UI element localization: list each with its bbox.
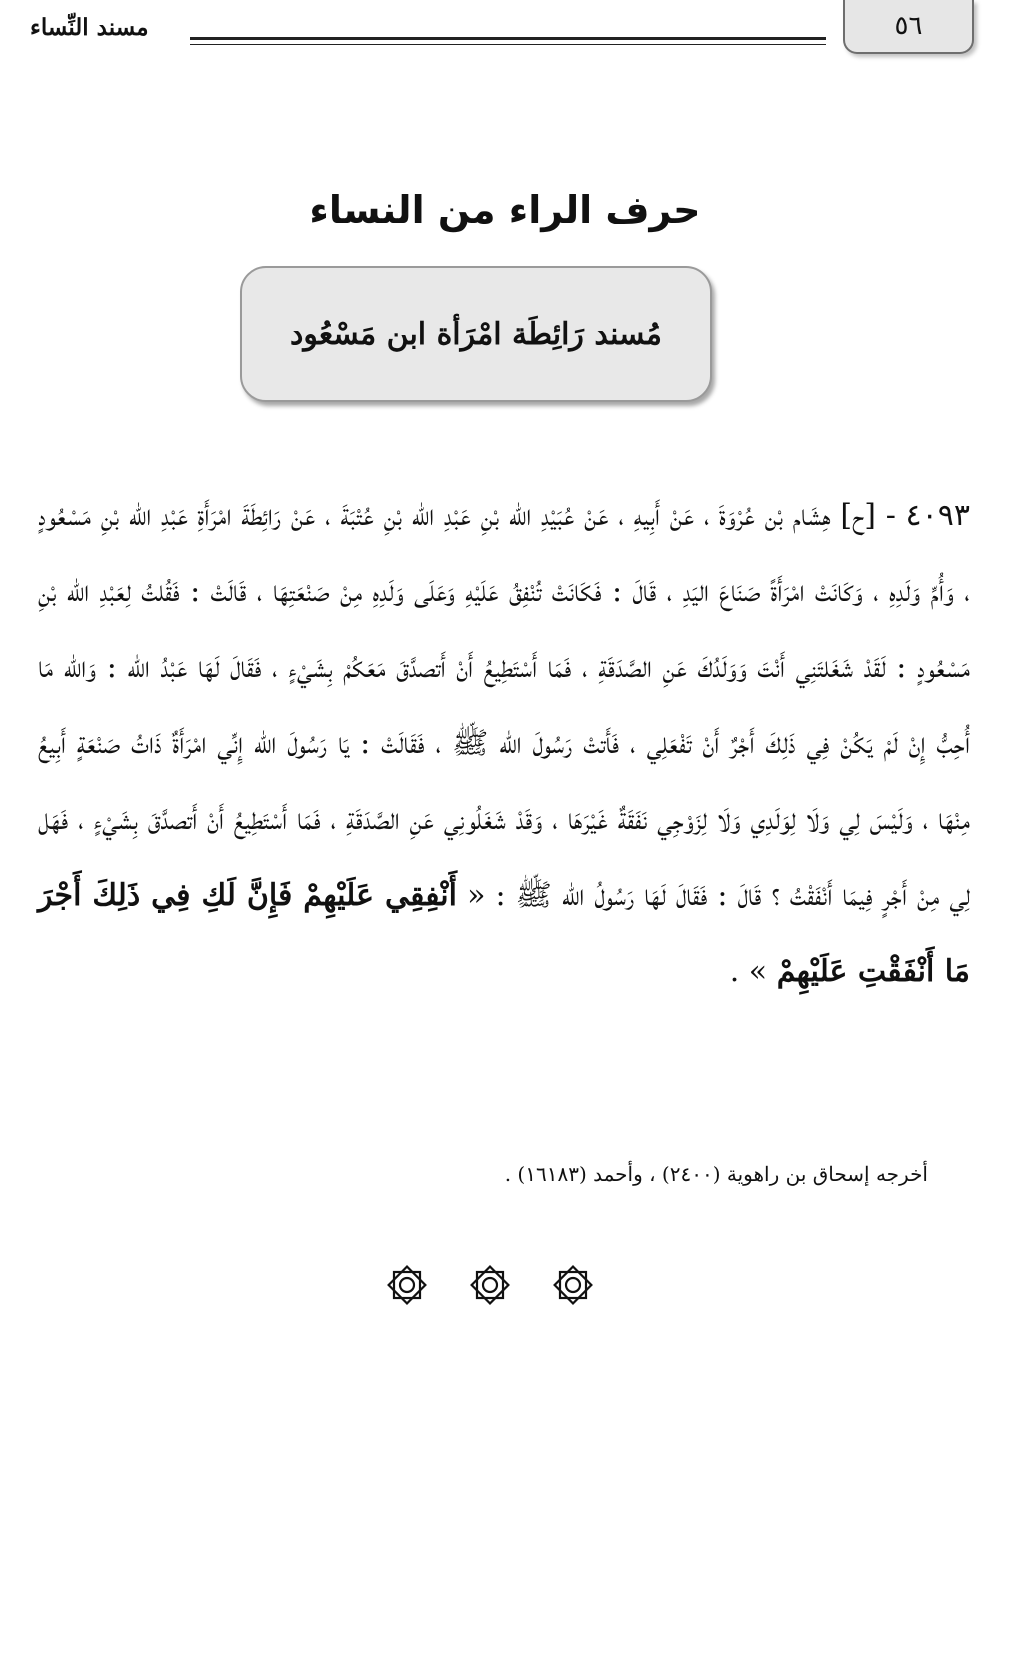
hadith-text: ٤٠٩٣ - [ح] هِشَام بْن عُرْوَةَ ، عَنْ أَبِيهِ ، عَنْ عُبَيْدِ الله بْنِ عَبْدِ الله بْنِ عُتْبَةَ ، عَنْ رَائِطَةَ امْرَأَةِ عَبْدِ الله بْنِ مَسْعُودٍ ، وَأُمِّ وَلَدِهِ ، وَكَانَتْ امْرَأَةً صَنَاعَ اليَدِ ، قَالَ : فَكَانَتْ تُنْفِقُ عَلَيْهِ وَعَلَى وَلَدِهِ مِنْ صَنْعَتِهَا ، قَالَتْ : فَقُلتُ لِعَبْدِ الله بْنِ مَسْعُودٍ : لَقَدْ شَغَلتَنِي أَنْتَ وَوَلَدُكَ عَنِ الصَّدَقَةِ ، فَمَا أَسْتَطِيعُ أَنْ أَتصدَّقَ مَعَكُمْ بِشَيْءٍ ، فَقَالَ لَهَا عَبْدُ الله : وَالله مَا أُحِبُّ إِنْ لَمْ يَكُنْ فِي ذَلِكَ أَجْرٌ أَنْ تَفْعَلِي ، فَأَتتْ رَسُولَ الله ﷺ ، فَقَالَتْ : يَا رَسُولَ الله إِنِّي امْرَأَةٌ ذَاتُ صَنْعَةٍ أَبِيعُ مِنْهَا ، وَلَيْسَ لِي وَلَا لِوَلَدِي وَلَا لِزَوْجِي نَفَقَةٌ غَيْرَهَا ، وَقَدْ شَغَلُونِي عَنِ الصَّدَقَةِ ، فَمَا أَسْتَطِيعُ أَنْ أَتصدَّقَ بِشَيْءٍ ، فَهَل لِي مِنْ أَجْرٍ فِيمَا أَنْفَقْتُ ؟ قَالَ : فَقَالَ لَهَا رَسُولُ الله ﷺ : «	[38, 498, 971, 913]
page-number: ٥٦	[894, 11, 923, 41]
running-title: مسند النِّساء	[30, 14, 149, 41]
hadith-closing: » .	[729, 954, 768, 989]
section-title: مُسند رَائِطَة امْرَأة ابن مَسْعُود	[290, 316, 662, 352]
hadith-prophetic-quote: أَنْفِقِي عَلَيْهِمْ فَإِنَّ لَكِ فِي ذَلِكَ أَجْرَ مَا أَنْفَقْتِ عَلَيْهِمْ	[38, 878, 970, 989]
section-end-ornaments	[385, 1262, 595, 1308]
footnote: أخرجه إسحاق بن راهوية (٢٤٠٠) ، وأحمد (١٦١٨٣) .	[504, 1162, 928, 1186]
eight-point-star-icon	[468, 1263, 512, 1307]
eight-point-star-icon	[551, 1263, 595, 1307]
chapter-heading: حرف الراء من النساء	[309, 188, 701, 232]
eight-point-star-icon	[385, 1263, 429, 1307]
page-number-tab	[843, 0, 974, 54]
hadith-paragraph	[38, 478, 970, 1010]
header-rule	[190, 37, 826, 40]
section-title-box	[240, 266, 712, 402]
